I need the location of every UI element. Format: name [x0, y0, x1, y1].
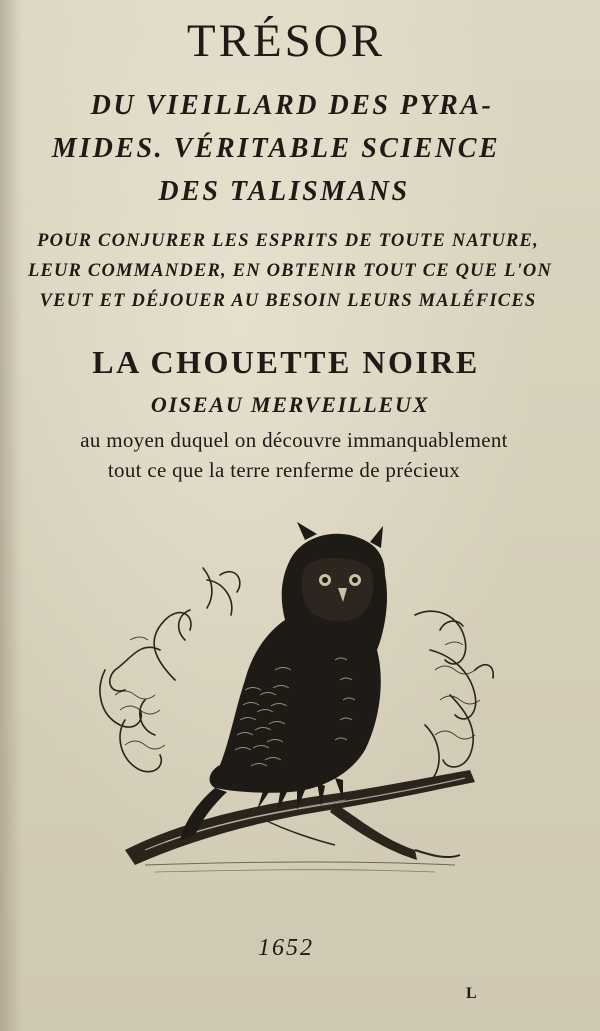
description-line-2: tout ce que la terre renferme de précieux	[107, 458, 461, 482]
book-title: TRÉSOR	[186, 15, 386, 67]
section-subheading: OISEAU MERVEILLEUX	[150, 392, 430, 417]
purpose-line-2: LEUR COMMANDER, EN OBTENIR TOUT CE QUE L'ON	[27, 261, 553, 281]
subtitle-line-3: DES TALISMANS	[158, 176, 410, 207]
publication-year: 1652	[258, 935, 314, 961]
section-heading: LA CHOUETTE NOIRE	[92, 344, 480, 380]
description-line-1: au moyen duquel on découvre immanquablement	[80, 428, 508, 452]
signature-mark: L	[466, 985, 477, 1002]
purpose-line-1: POUR CONJURER LES ESPRITS DE TOUTE NATURE,	[37, 231, 539, 251]
purpose-line-3: VEUT ET DÉJOUER AU BESOIN LEURS MALÉFICES	[39, 291, 537, 311]
owl-illustration-icon	[85, 520, 505, 890]
subtitle-line-1: DU VIEILLARD DES PYRA-	[90, 90, 494, 121]
subtitle-line-2: MIDES. VÉRITABLE SCIENCE	[51, 133, 501, 164]
